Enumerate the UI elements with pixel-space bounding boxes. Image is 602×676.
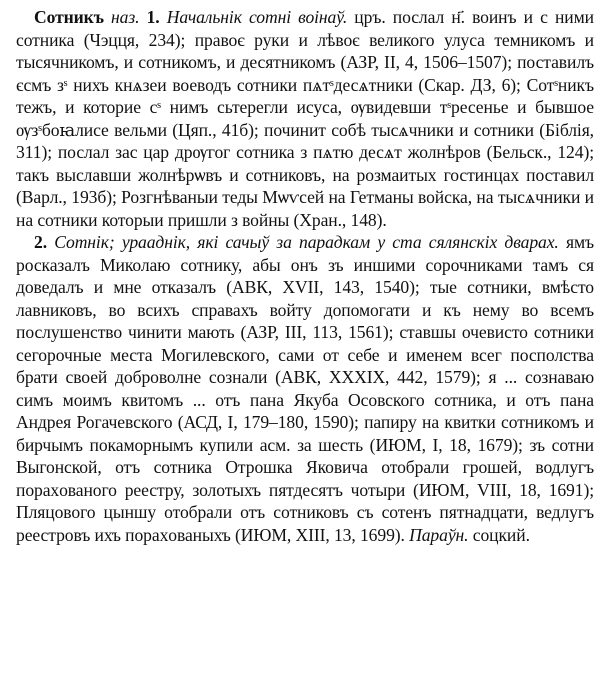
sense-2-definition: Сотнік; урааднік, які сачыў за парадкам у ста сялянскіх двараx. bbox=[54, 232, 559, 252]
sense-1-number: 1. bbox=[146, 7, 160, 27]
sense-1-citations: цръ. послал н҃. воинъ и с ними сотника (Чэцця, 234); правоє руки и лѣвоє великого улуса темникомъ и тысячникомъ, и сотникомъ, и десятникомъ (АЗР, II, 4, 1506–1507); поставилъ єсмъ зˢ нихъ кнѧзеи воеводъ сотники пѧтˢдесѧтники (Скар. ДЗ, 6); Сотˢникъ тежъ, и которие сˢ нимъ сьтерегли исуса, ѹвидевши тˢресенье и бывшое ѹзˢбоꙗлисе вельми (Цяп., 41б); починит собѣ тысѧчники и сотники (Біблія, 311); послал зас цар дрѹгог сотника з пѧтю десѧт жолнѣров (Бельск., 124); такъ выславши жолнѣрѡвъ и сотниковъ, на розмаитых гостинцах поставил (Варл., 193б); Розгнѣваныи теды Мѡѵсей на Гетманы войска, на тысѧчники и на сотники которыи пришли з войны (Хран., 148). bbox=[16, 7, 594, 230]
sense-2-paragraph bbox=[16, 231, 594, 546]
parallel-word: соцкий. bbox=[468, 524, 530, 545]
headword: Сотникъ bbox=[34, 7, 104, 27]
sense-1-definition: Начальнік сотні воінаў. bbox=[166, 7, 348, 27]
sense-1-paragraph bbox=[16, 6, 594, 231]
sense-2-citations: ямъ росказалъ Миколаю сотнику, абы онъ зъ иншими сорочниками тамъ ся доведалъ и мне отказалъ (АВК, XVII, 143, 1540); тые сотники, вмѣсто лавниковъ, во всихъ справахъ войту допомогати и къ нему во всемъ послушенство чинити мають (АЗР, III, 113, 1561); ставшы очевисто сотники сегорочные места Могилевского, сами от себе и именем всег посполства брати своей доброволне сознали (АВК, XXXIX, 442, 1579); я ... сознаваю симъ моимъ квитомъ ... отъ пана Якуба Осовского сотника, и отъ пана Андрея Рогачевского (АСД, I, 179–180, 1590); папиру на квитки сотникомъ и бирчымъ покаморнымъ купили асм. за шесть (ИЮМ, I, 18, 1679); зъ сотни Выгонской, отъ сотника Отрошка Яковича отобрали грошей, водлугъ пораxованого реестру, золотыхъ пятдесятъ чотыри (ИЮМ, VIII, 18, 1691); Пляцового цыншу отобрали отъ сотниковъ съ сотенъ пятнадцати, ведлугъ реестровъ ихъ пораxованыхъ (ИЮМ, XIII, 13, 1699). bbox=[16, 232, 594, 545]
parallel-label: Параўн. bbox=[409, 524, 469, 545]
sense-2-number: 2. bbox=[34, 232, 47, 252]
part-of-speech: наз. bbox=[111, 7, 140, 27]
